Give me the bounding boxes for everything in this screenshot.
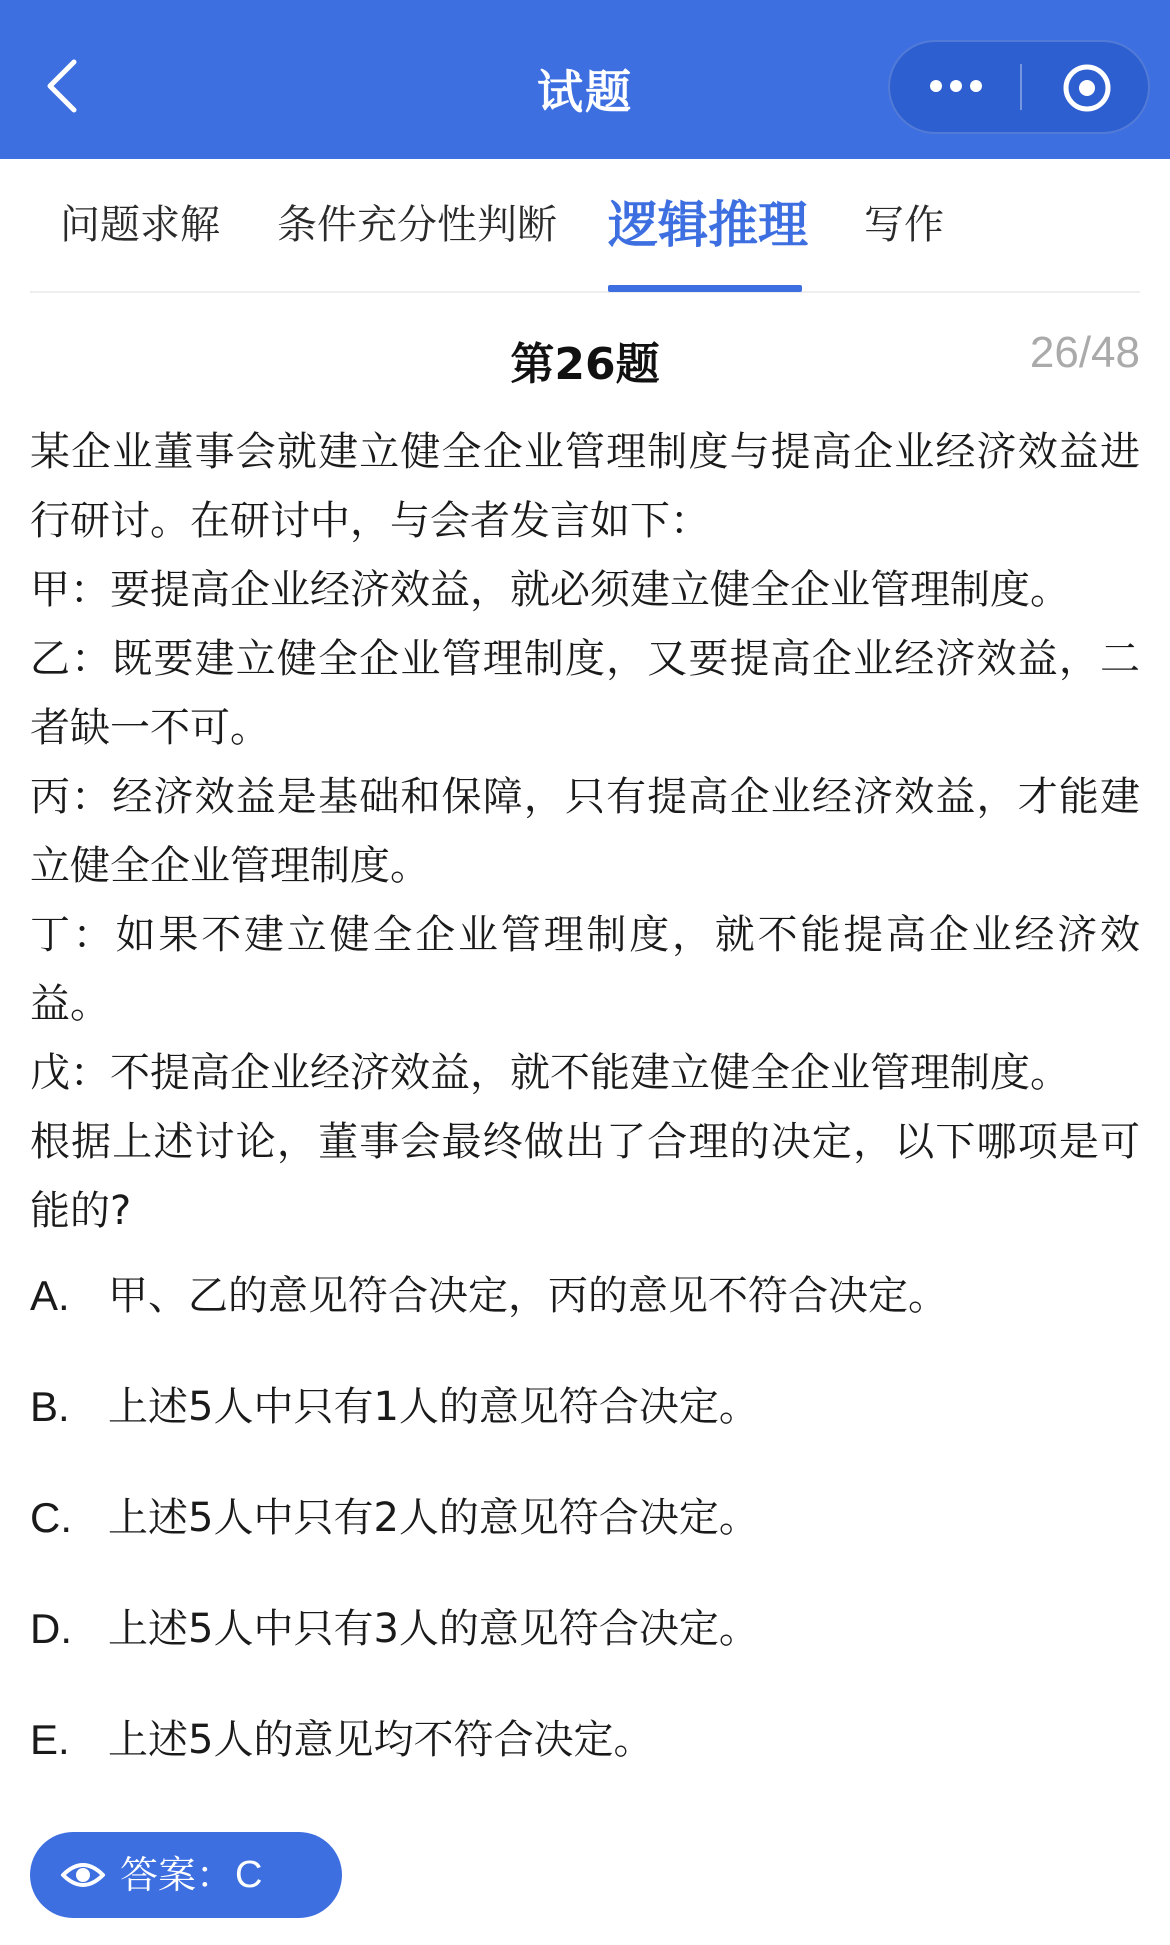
target-circle-icon (1061, 62, 1113, 114)
option-letter: C. (30, 1494, 72, 1541)
option-text: 上述5人的意见均不符合决定。 (108, 1717, 654, 1763)
stem-paragraph: 甲：要提高企业经济效益，就必须建立健全企业管理制度。 (30, 567, 1070, 613)
close-button[interactable] (1022, 42, 1150, 132)
option-text: 上述5人中只有2人的意见符合决定。 (108, 1495, 759, 1541)
answer-value: C (235, 1854, 263, 1896)
answer-label: 答案： (120, 1853, 235, 1897)
tab-problem-solving[interactable]: 问题求解 (60, 202, 220, 248)
option-e[interactable] (30, 1706, 1140, 1817)
stem-paragraph: 根据上述讨论，董事会最终做出了合理的决定，以下哪项是可能的? (30, 1119, 1140, 1234)
question-title: 第26题 (510, 339, 660, 390)
stem-paragraph: 某企业董事会就建立健全企业管理制度与提高企业经济效益进行研讨。在研讨中，与会者发言如下： (30, 429, 1140, 544)
more-button[interactable] (890, 42, 1020, 132)
tab-writing[interactable]: 写作 (864, 202, 944, 248)
option-text: 上述5人中只有1人的意见符合决定。 (108, 1384, 759, 1430)
question-stem (30, 418, 1140, 1246)
mini-program-capsule (888, 40, 1150, 134)
option-a[interactable] (30, 1262, 1140, 1373)
question-counter: 26/48 (1029, 328, 1140, 377)
option-c[interactable] (30, 1484, 1140, 1595)
tab-sufficiency[interactable]: 条件充分性判断 (277, 202, 557, 248)
option-letter: D. (30, 1605, 72, 1652)
page-title: 试题 (537, 65, 633, 119)
eye-icon (60, 1857, 106, 1893)
show-answer-button[interactable] (30, 1832, 342, 1918)
stem-paragraph: 丙：经济效益是基础和保障，只有提高企业经济效益，才能建立健全企业管理制度。 (30, 774, 1140, 889)
option-b[interactable] (30, 1373, 1140, 1484)
answer-options (30, 1262, 1140, 1817)
question-header (30, 320, 1140, 390)
category-tabs (30, 159, 1140, 293)
tab-logic-reasoning[interactable]: 逻辑推理 (608, 196, 808, 254)
more-dots-icon (928, 76, 984, 96)
stem-paragraph: 丁：如果不建立健全企业管理制度，就不能提高企业经济效益。 (30, 912, 1140, 1027)
option-letter: B. (30, 1383, 70, 1430)
stem-paragraph: 乙：既要建立健全企业管理制度，又要提高企业经济效益，二者缺一不可。 (30, 636, 1140, 751)
option-text: 上述5人中只有3人的意见符合决定。 (108, 1606, 759, 1652)
option-d[interactable] (30, 1595, 1140, 1706)
stem-paragraph: 戊：不提高企业经济效益，就不能建立健全企业管理制度。 (30, 1050, 1070, 1096)
active-tab-indicator (608, 285, 802, 292)
nav-header (0, 0, 1170, 159)
option-letter: A. (30, 1272, 70, 1319)
option-letter: E. (30, 1716, 70, 1763)
option-text: 甲、乙的意见符合决定，丙的意见不符合决定。 (108, 1273, 948, 1319)
